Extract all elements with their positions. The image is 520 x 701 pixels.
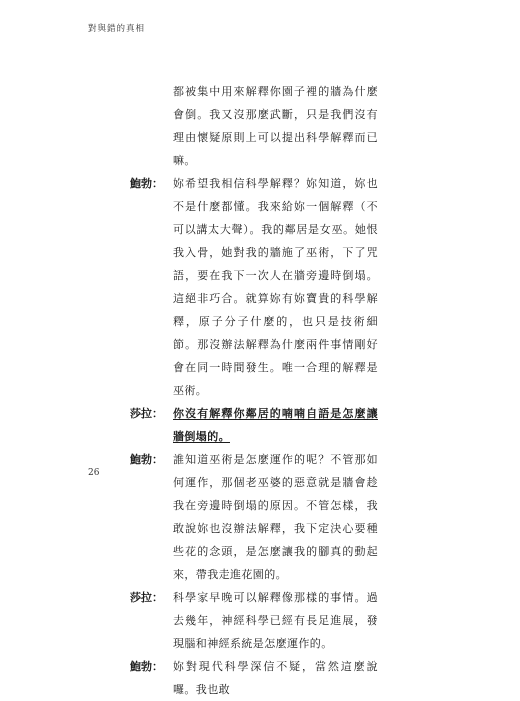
page-number: 26 xyxy=(88,468,100,478)
dialogue-paragraph xyxy=(0,655,520,701)
speaker-label: 鮑勃： xyxy=(130,177,163,190)
dialogue-text: 誰知道巫術是怎麼運作的呢？不管那如何運作，那個老巫婆的惡意就是牆會趁我在旁邊時倒塌的原因。不管怎樣，我敢說妳也沒辦法解釋，我下定決心要種些花的念頭，是怎麼讓我的腳真的動起來，帶我走進花園的。 xyxy=(173,453,378,581)
underlined-dialogue-text: 你沒有解釋你鄰居的喃喃自語是怎麼讓牆倒塌的。 xyxy=(173,407,378,443)
dialogue-text: 都被集中用來解釋你園子裡的牆為什麼會倒。我又沒那麼武斷，只是我們沒有理由懷疑原則上可以提出科學解釋而已嘛。 xyxy=(173,85,378,167)
body-text xyxy=(0,80,520,701)
running-header: 對與錯的真相 xyxy=(88,24,146,34)
dialogue-paragraph xyxy=(0,80,520,172)
speaker-label: 莎拉： xyxy=(130,407,163,420)
dialogue-paragraph xyxy=(0,448,520,586)
dialogue-text: 妳對現代科學深信不疑，當然這麼說囉。我也敢 xyxy=(173,660,378,696)
speaker-label: 鮑勃： xyxy=(130,453,163,466)
speaker-label: 莎拉： xyxy=(130,591,163,604)
dialogue-paragraph xyxy=(0,586,520,655)
dialogue-text: 妳希望我相信科學解釋？妳知道，妳也不是什麼都懂。我來給妳一個解釋（不可以講太大聲）。我的鄰居是女巫。她恨我入骨，她對我的牆施了巫術，下了咒語，要在我下一次人在牆旁邊時倒塌。這絕非巧合。就算妳有妳寶貴的科學解釋，原子分子什麼的，也只是技術細節。那沒辦法解釋為什麼兩件事情剛好會在同一時間發生。唯一合理的解釋是巫術。 xyxy=(173,177,378,397)
dialogue-paragraph xyxy=(0,402,520,448)
dialogue-text: 科學家早晚可以解釋像那樣的事情。過去幾年，神經科學已經有長足進展，發現腦和神經系統是怎麼運作的。 xyxy=(173,591,378,650)
speaker-label: 鮑勃： xyxy=(130,660,163,673)
dialogue-paragraph xyxy=(0,172,520,402)
